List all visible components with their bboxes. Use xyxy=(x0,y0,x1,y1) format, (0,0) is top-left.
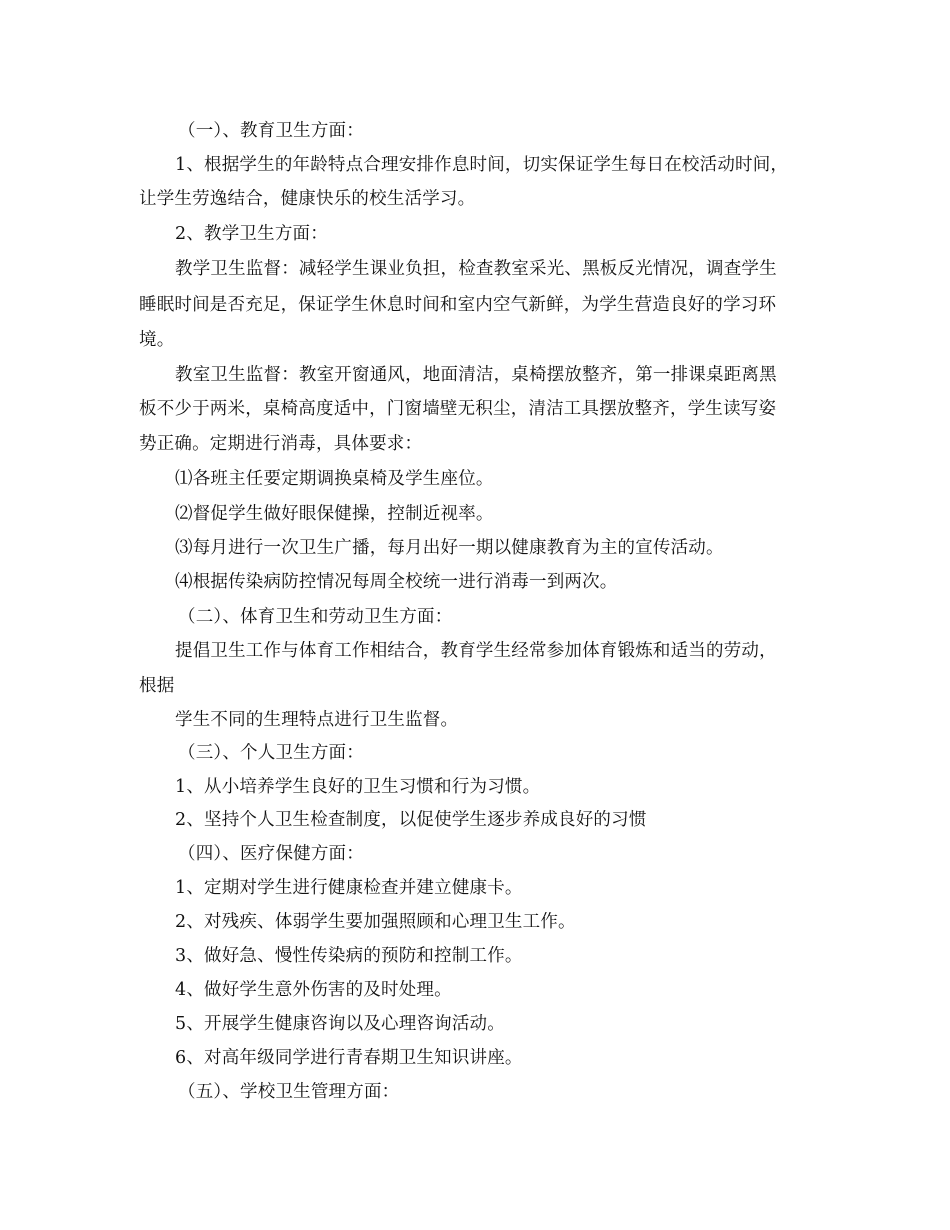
section-heading-school-hygiene-management: （五）、学校卫生管理方面： xyxy=(178,1082,400,1102)
list-item: ⑶每月进行一次卫生广播，每月出好一期以健康教育为主的宣传活动。 xyxy=(175,538,724,558)
paragraph-line: 提倡卫生工作与体育工作相结合，教育学生经常参加体育锻炼和适当的劳动， xyxy=(175,641,777,661)
subheading-teaching-hygiene: 2、教学卫生方面： xyxy=(175,224,328,244)
paragraph-line: 根据 xyxy=(139,676,175,696)
list-item: 2、坚持个人卫生检查制度，以促使学生逐步养成良好的习惯 xyxy=(175,810,647,830)
paragraph-line: 睡眠时间是否充足，保证学生休息时间和室内空气新鲜，为学生营造良好的学习环 xyxy=(139,295,777,315)
paragraph-line: 板不少于两米，桌椅高度适中，门窗墙壁无积尘，清洁工具摆放整齐，学生读写姿 xyxy=(139,399,777,419)
section-heading-education-hygiene: （一）、教育卫生方面： xyxy=(178,121,364,141)
paragraph-line: 势正确。定期进行消毒，具体要求： xyxy=(139,434,423,454)
paragraph-line: 1、根据学生的年龄特点合理安排作息时间，切实保证学生每日在校活动时间， xyxy=(175,155,789,175)
section-heading-sports-labor-hygiene: （二）、体育卫生和劳动卫生方面： xyxy=(178,607,453,627)
list-item: ⑴各班主任要定期调换桌椅及学生座位。 xyxy=(175,469,494,489)
list-item: 1、从小培养学生良好的卫生习惯和行为习惯。 xyxy=(175,777,541,797)
paragraph-line: 学生不同的生理特点进行卫生监督。 xyxy=(175,710,459,730)
list-item: 4、做好学生意外伤害的及时处理。 xyxy=(175,980,452,1000)
list-item: 1、定期对学生进行健康检查并建立健康卡。 xyxy=(175,878,523,898)
paragraph-line: 教学卫生监督：减轻学生课业负担，检查教室采光、黑板反光情况，调查学生 xyxy=(175,259,777,279)
section-heading-medical-care: （四）、医疗保健方面： xyxy=(178,844,364,864)
list-item: 3、做好急、慢性传染病的预防和控制工作。 xyxy=(175,946,523,966)
paragraph-line: 境。 xyxy=(139,330,175,350)
list-item: 6、对高年级同学进行青春期卫生知识讲座。 xyxy=(175,1048,523,1068)
paragraph-line: 教室卫生监督：教室开窗通风，地面清洁，桌椅摆放整齐，第一排课桌距离黑 xyxy=(175,365,777,385)
list-item: 2、对残疾、体弱学生要加强照顾和心理卫生工作。 xyxy=(175,912,576,932)
paragraph-line: 让学生劳逸结合，健康快乐的校生活学习。 xyxy=(139,189,476,209)
list-item: 5、开展学生健康咨询以及心理咨询活动。 xyxy=(175,1014,505,1034)
list-item: ⑷根据传染病防控情况每周全校统一进行消毒一到两次。 xyxy=(175,572,618,592)
section-heading-personal-hygiene: （三）、个人卫生方面： xyxy=(178,743,364,763)
list-item: ⑵督促学生做好眼保健操，控制近视率。 xyxy=(175,504,494,524)
